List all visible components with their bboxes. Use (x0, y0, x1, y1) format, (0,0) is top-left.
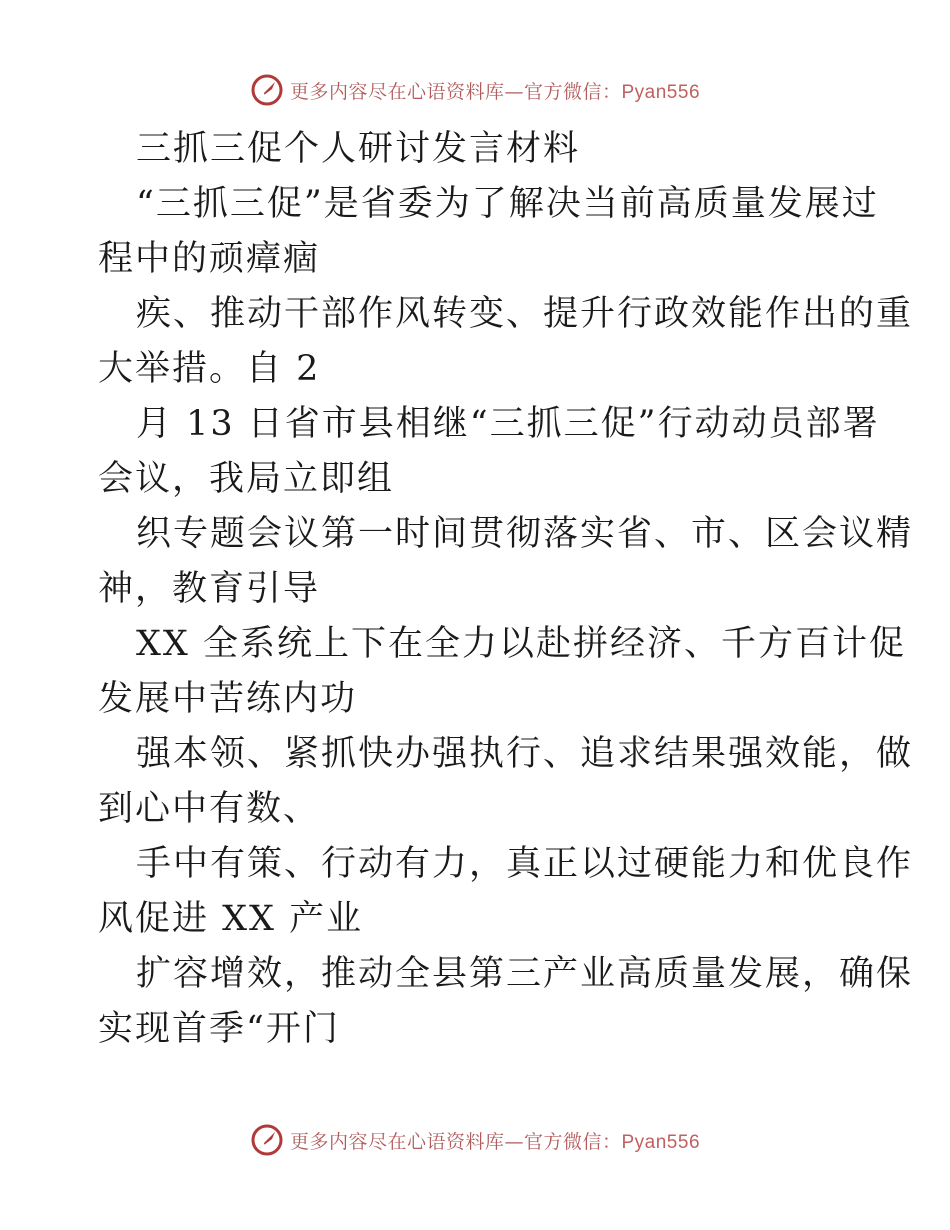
footer-watermark (0, 1120, 950, 1160)
quill-circle-logo-icon (250, 1123, 284, 1157)
paragraph-line: 实现首季“开门 (98, 1009, 340, 1049)
paragraph-line: 扩容增效，推动全县第三产业高质量发展，确保 (136, 954, 914, 994)
paragraph-line: 会议，我局立即组 (98, 459, 395, 499)
document-body (98, 122, 914, 1057)
paragraph-line: 织专题会议第一时间贯彻落实省、市、区会议精 (136, 514, 914, 554)
paragraph-line: 到心中有数、 (98, 789, 321, 829)
paragraph-line: “三抓三促”是省委为了解决当前高质量发展过 (136, 184, 879, 224)
paragraph-line: 强本领、紧抓快办强执行、追求结果强效能，做 (136, 734, 914, 774)
paragraph-line: 月 13 日省市县相继“三抓三促”行动动员部署 (136, 404, 880, 444)
quill-circle-logo-icon (250, 73, 284, 107)
header-watermark (0, 70, 950, 110)
paragraph-line: 程中的顽瘴痼 (98, 239, 321, 279)
paragraph-line: 疾、推动干部作风转变、提升行政效能作出的重 (136, 294, 914, 334)
watermark-text: 更多内容尽在心语资料库—官方微信：Pyan556 (289, 80, 701, 103)
paragraph-line: 大举措。自 2 (98, 349, 321, 389)
paragraph-line: 发展中苦练内功 (98, 679, 358, 719)
paragraph-line: 风促进 XX 产业 (98, 899, 364, 939)
watermark-text: 更多内容尽在心语资料库—官方微信：Pyan556 (289, 1130, 701, 1153)
paragraph-line: 手中有策、行动有力，真正以过硬能力和优良作 (136, 844, 914, 884)
paragraph-line: 神，教育引导 (98, 569, 321, 609)
paragraph-line: XX 全系统上下在全力以赴拼经济、千方百计促 (136, 624, 906, 664)
document-title: 三抓三促个人研讨发言材料 (136, 129, 581, 169)
